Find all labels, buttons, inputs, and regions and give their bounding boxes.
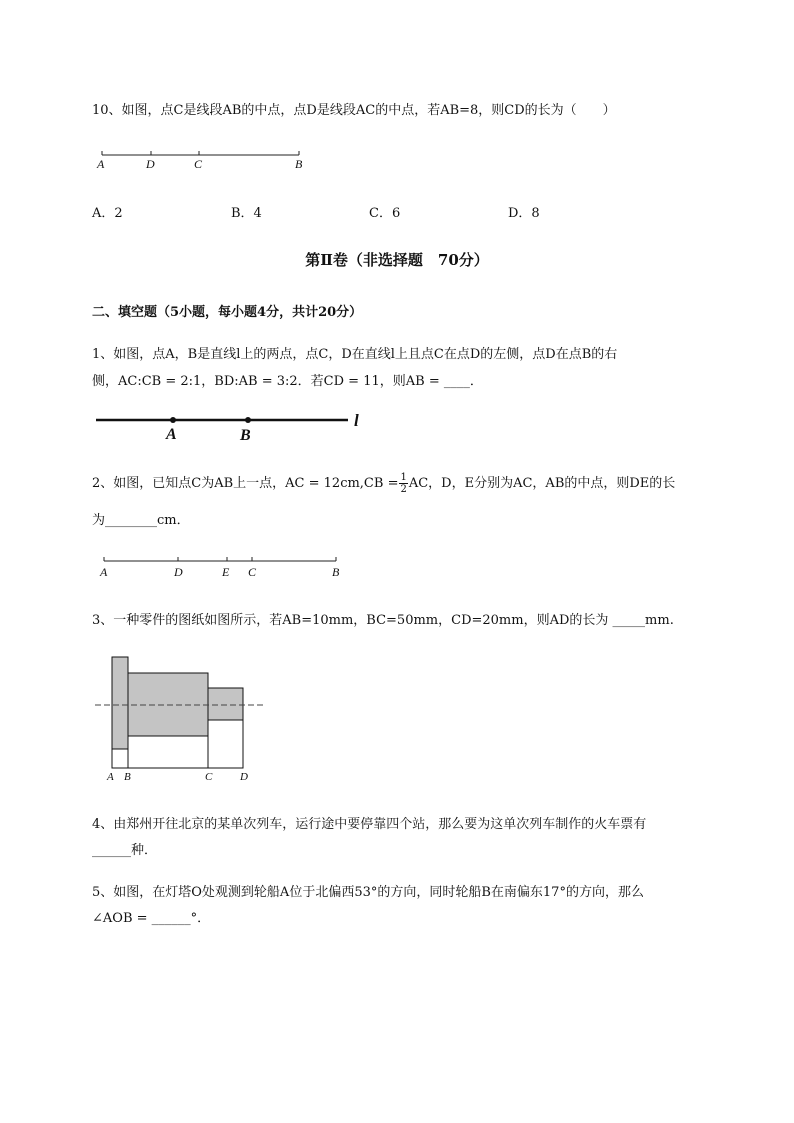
label-l: l bbox=[354, 411, 359, 430]
label-d: D bbox=[146, 157, 155, 171]
label-a: A bbox=[107, 771, 114, 783]
label-b: B bbox=[295, 157, 303, 171]
q4-line1: 4、由郑州开往北京的某单次列车，运行途中要停靠四个站，那么要为这单次列车制作的火车票有 bbox=[92, 817, 647, 832]
label-b: B bbox=[332, 565, 340, 579]
q1-line-figure bbox=[92, 408, 372, 444]
q2-fraction bbox=[399, 472, 407, 495]
q3-text: 3、一种零件的图纸如图所示，若AB=10mm，BC=50mm，CD=20mm，则AD的长为 _____mm. bbox=[92, 613, 674, 628]
q2-text-a: 2、如图，已知点C为AB上一点，AC = 12cm,CB = bbox=[92, 476, 399, 491]
q2-segment-figure bbox=[96, 552, 356, 580]
q1-line2: 侧，AC:CB = 2:1，BD:AB = 3:2．若CD = 11，则AB = ____． bbox=[92, 374, 483, 389]
point-a bbox=[170, 417, 176, 423]
q10-option-c: C．6 bbox=[369, 206, 401, 221]
label-d: D bbox=[174, 565, 183, 579]
q3-part-drawing bbox=[92, 652, 282, 788]
label-c: C bbox=[205, 771, 213, 783]
q1-line1: 1、如图，点A，B是直线l上的两点，点C，D在直线l上且点C在点D的左侧，点D在点B的右 bbox=[92, 347, 618, 362]
label-b: B bbox=[124, 771, 131, 783]
shaft-shaded bbox=[208, 688, 243, 720]
flange-lower bbox=[112, 749, 128, 768]
q10-option-b: B．4 bbox=[231, 206, 262, 221]
label-a: A bbox=[97, 157, 105, 171]
point-b bbox=[245, 417, 251, 423]
q10-text: 10、如图，点C是线段AB的中点，点D是线段AC的中点，若AB=8，则CD的长为（ ） bbox=[92, 103, 616, 118]
section-heading: 二、填空题（5小题，每小题4分，共计20分） bbox=[92, 305, 363, 320]
q5-line1: 5、如图，在灯塔O处观测到轮船A位于北偏西53°的方向，同时轮船B在南偏东17°的方向，那么 bbox=[92, 885, 644, 900]
q2-text-b: AC，D，E分别为AC，AB的中点，则DE的长 bbox=[408, 476, 676, 491]
q5-line2: ∠AOB = ______°． bbox=[92, 911, 211, 926]
q2-line2: 为________cm． bbox=[92, 513, 190, 528]
q10-segment-figure bbox=[92, 146, 322, 172]
label-a: A bbox=[100, 565, 108, 579]
q10-option-a: A．2 bbox=[92, 206, 123, 221]
body-lower bbox=[128, 736, 208, 768]
part-heading: 第Ⅱ卷（非选择题 70分） bbox=[305, 251, 489, 269]
label-c: C bbox=[194, 157, 203, 171]
label-b: B bbox=[240, 427, 251, 444]
q4-line2: ______种． bbox=[92, 843, 158, 858]
label-c: C bbox=[248, 565, 257, 579]
label-d: D bbox=[240, 771, 248, 783]
q10-option-d: D．8 bbox=[508, 206, 540, 221]
label-e: E bbox=[222, 565, 230, 579]
q2-line1 bbox=[92, 470, 675, 498]
fraction-denominator: 2 bbox=[400, 484, 407, 495]
shaft-lower bbox=[208, 720, 243, 768]
label-a: A bbox=[166, 426, 177, 443]
flange-shaded bbox=[112, 657, 128, 749]
fraction-numerator: 1 bbox=[400, 472, 407, 483]
